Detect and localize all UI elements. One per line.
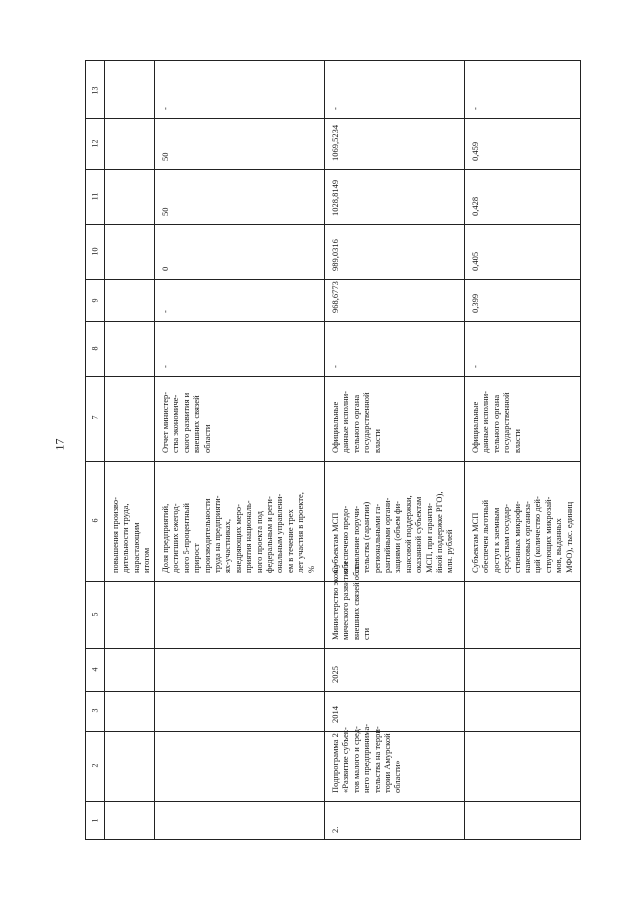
row3-col13: - [330,107,340,110]
row4-col13: - [470,107,480,110]
row3-col4: 2025 [330,666,340,683]
row4-col7: Официальные данные исполни- тельного органа государственной власти [470,391,522,453]
row3-col5: Министерство эконо- мического развития и внешних связей обла- сти [330,561,372,640]
row2-col12: 50 [160,152,170,161]
header-num-5: 5 [90,612,100,617]
row4-col6: Субъектам МСП обеспечен льготный доступ к заемным средствам государ- ственных микрофи- нансовых организа- ций (количество дей- ствующих микрозай- мов, выданных МФО), тыс. единиц [470,496,574,573]
header-num-3: 3 [90,708,100,713]
row3-col12: 1069,5234 [330,124,340,161]
row2-col9: - [160,310,170,313]
row3-col8: - [330,365,340,368]
header-num-6: 6 [90,518,100,523]
row3-col2: Подпрограмма 2 «Развитие субъек- тов малого и сред- него предпринима- тельства на терри- тории Амурской области» [330,723,403,793]
header-num-10: 10 [90,247,100,256]
header-num-4: 4 [90,667,100,672]
row2-col11: 50 [160,207,170,216]
row3-col7: Официальные данные исполни- тельного органа государственной власти [330,391,382,453]
row2-col6: Доля предприятий, достигших ежегод- ного 5-процентный прирост производительности труда на предприяти- ях-участниках, внедряющих меро- приятия националь- ного проекта под федеральным и реги- ональным управлени- ем в течение трех лет участия в проекте, % [160,492,316,573]
header-num-12: 12 [90,139,100,148]
header-num-13: 13 [90,86,100,95]
header-num-9: 9 [90,298,100,303]
row3-col10: 989,0316 [330,239,340,271]
row4-col10: 0,405 [470,251,480,271]
row3-col3: 2014 [330,706,340,723]
row3-col11: 1028,8149 [330,179,340,216]
row4-col8: - [470,365,480,368]
row3-col1: 2. [330,826,340,833]
row4-col9: 0,399 [470,293,480,313]
row4-col11: 0,428 [470,196,480,216]
header-num-7: 7 [90,415,100,420]
data-table [85,60,581,840]
row3-col9: 968,6773 [330,281,340,313]
row4-col12: 0,459 [470,141,480,161]
row2-col10: 0 [160,266,170,271]
header-num-11: 11 [90,192,100,201]
row3-col6: Субъектам МСП обеспечено предо- ставление поручи- тельства (гарантии) региональными га- рантийными органи- зациями (объем фи- нансовой поддержки, оказанной субъектам МСП, при гаранти- йной поддержке РГО), млн. рублей [330,491,455,573]
row2-col7: Отчет министер- ства экономиче- ского развития и внешних связей области [160,391,212,453]
header-num-2: 2 [90,763,100,768]
header-num-8: 8 [90,346,100,351]
header-num-1: 1 [90,818,100,823]
row2-col13: - [160,107,170,110]
page-number: 17 [52,438,67,451]
row2-col8: - [160,365,170,368]
row1-col6: повышения произво- дительности труда, нарастающим итогом [110,497,152,573]
